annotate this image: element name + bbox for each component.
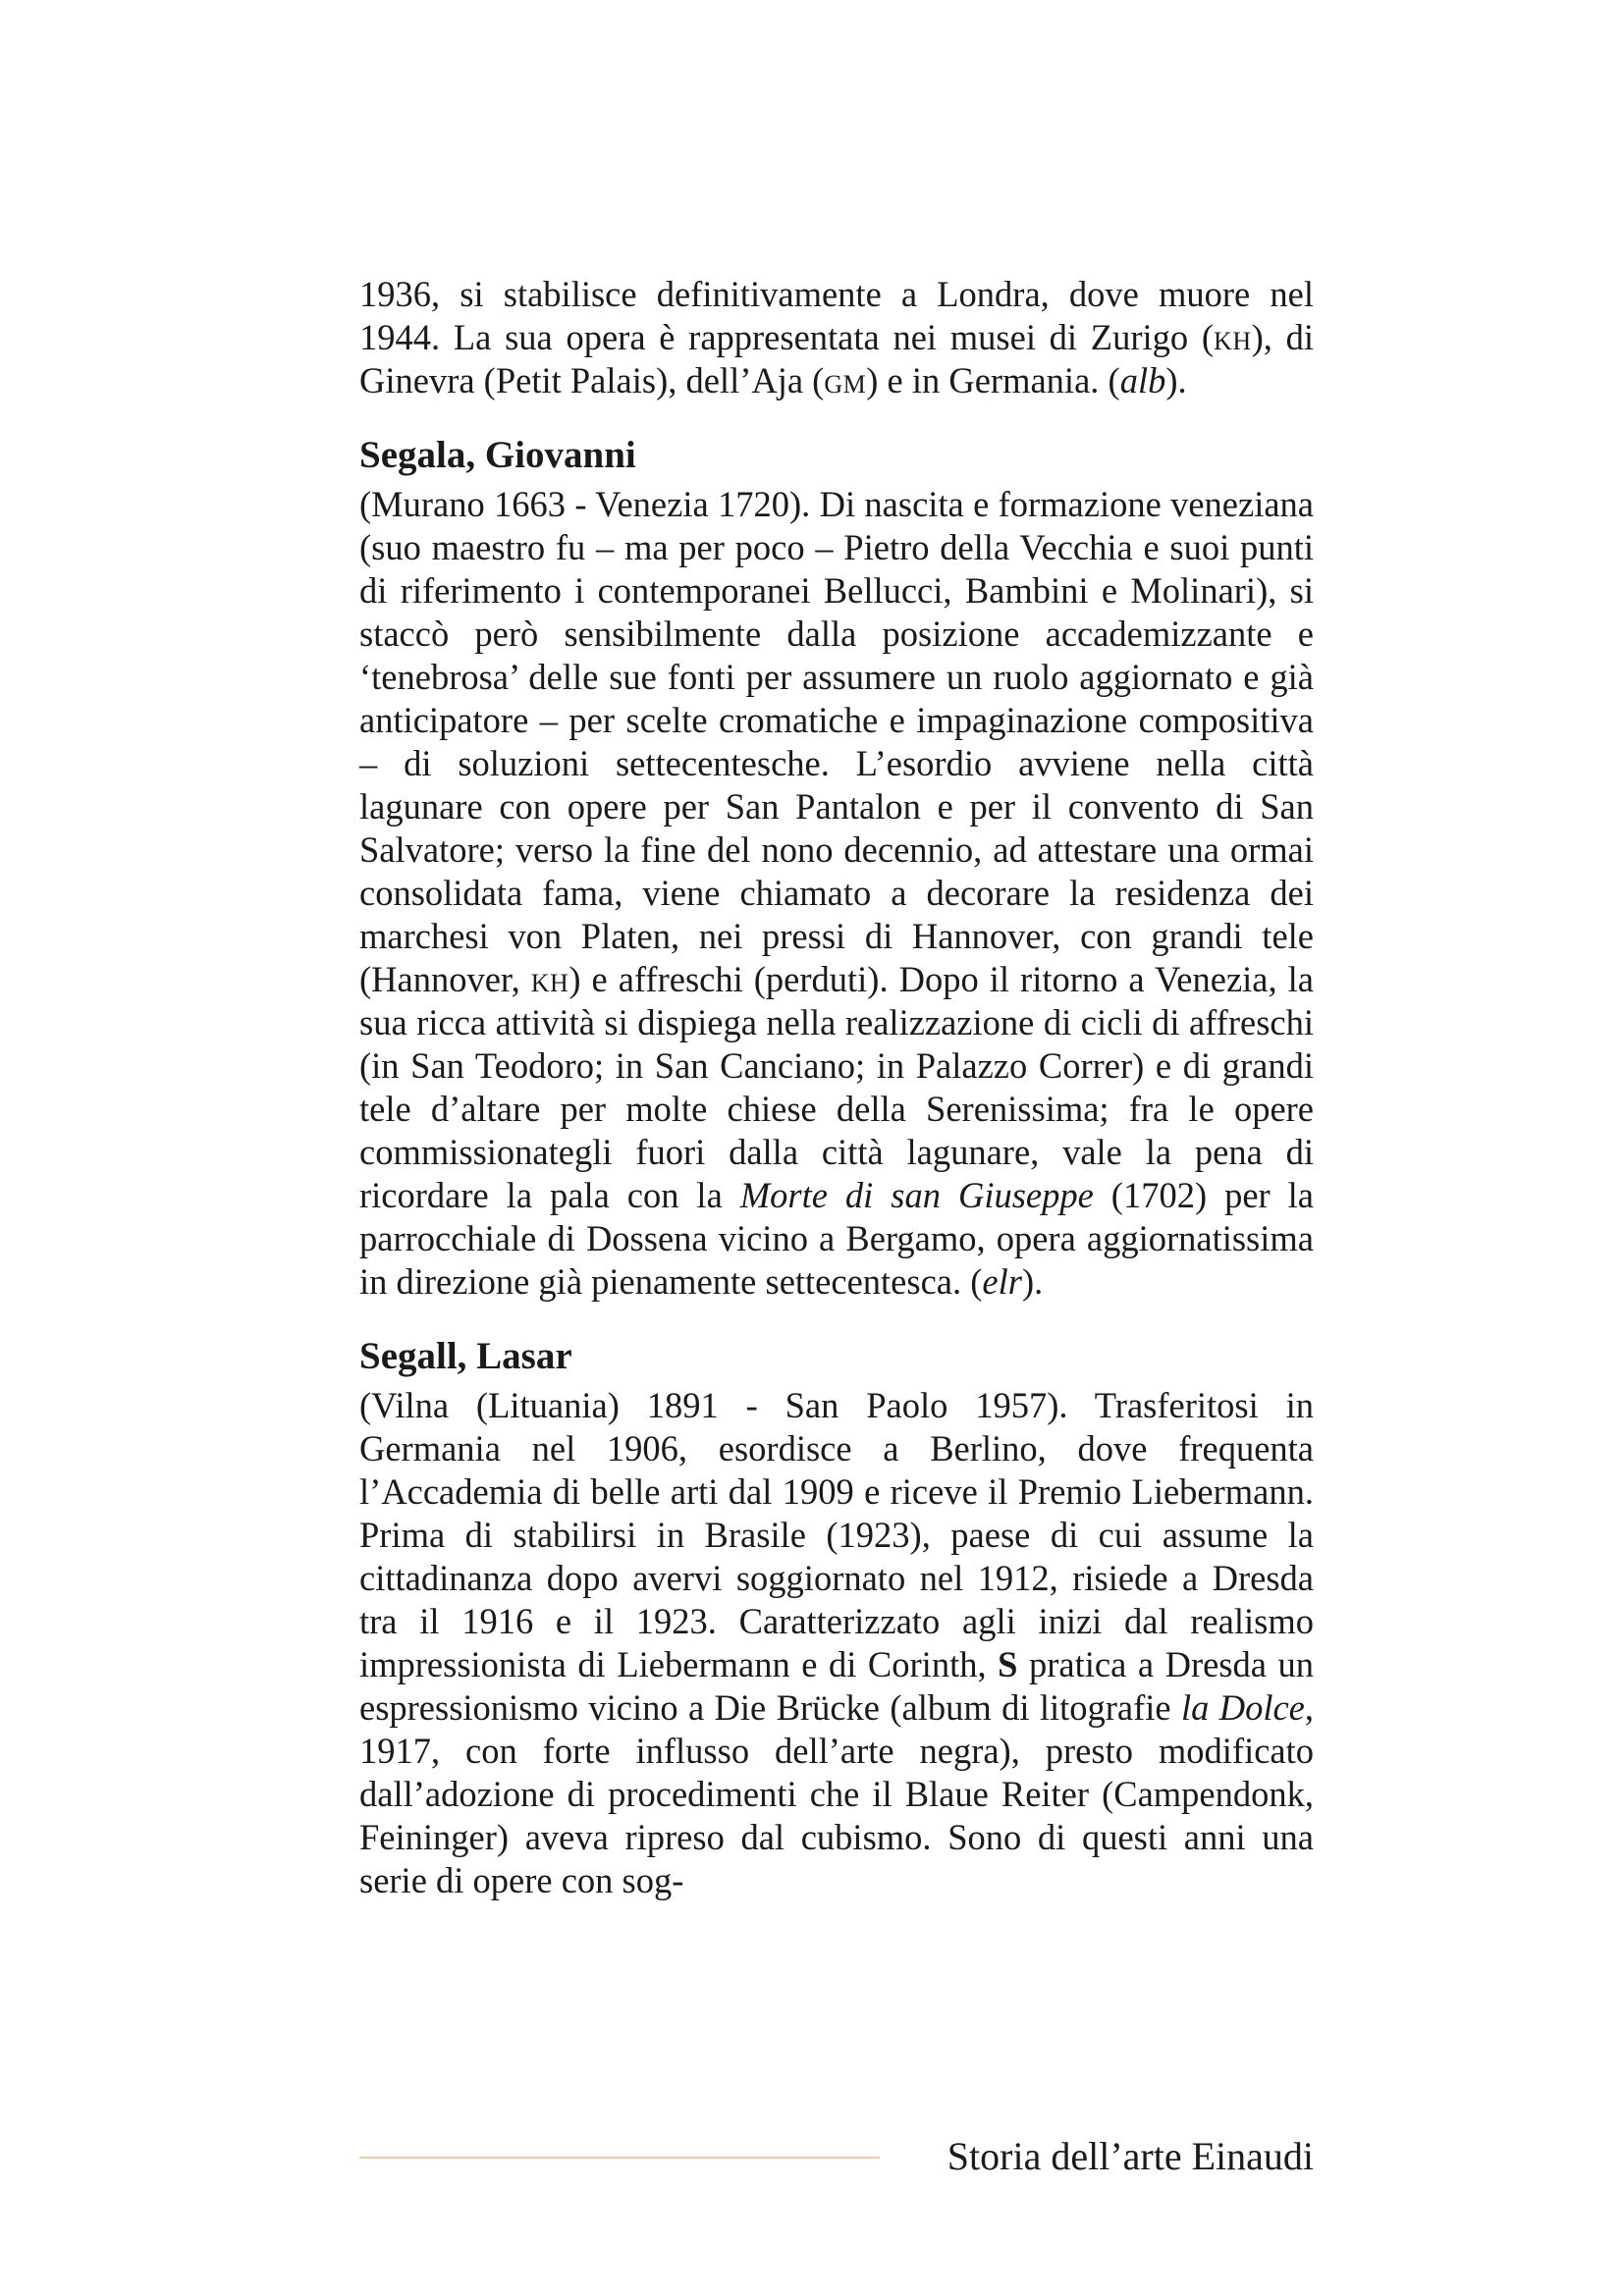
intro-paragraph [359,273,1314,402]
page-body [359,273,1314,1902]
museum-abbrev-gm: gm [824,360,867,400]
footer-title: Storia dell’arte Einaudi [947,2134,1314,2178]
entry-heading: Segala, Giovanni [359,434,636,476]
author-initials: elr [982,1261,1022,1302]
entry-segall-lasar [359,1333,1314,1902]
entry-paragraph [359,1384,1314,1902]
intro-text-1: 1936, si stabilisce definitivamente a Londra, dove muore nel 1944. La sua opera è rappresentata nei musei di Zurigo ( [359,274,1314,357]
intro-text-3: ) e in Germania. ( [866,360,1120,400]
entry-text-4: ). [1021,1261,1044,1302]
entry-text-2: ) e affreschi (perduti). Dopo il ritorno a Venezia, la sua ricca attività si dispiega nella realizzazione di cicli di affreschi (in San Teodoro; in San Canciano; in Palazzo Correr) e di grandi tele d’altare per molte chiese della Serenissima; fra le opere commissionategli fuori dalla città lagunare, vale la pena di ricordare la pala con la [359,959,1314,1215]
museum-abbrev-kh: kh [530,959,569,999]
entry-heading: Segall, Lasar [359,1335,572,1377]
intro-text-2: ), di Ginevra (Petit Palais), dell’Aja ( [359,317,1315,400]
entry-text-1: (Vilna (Lituania) 1891 - San Paolo 1957). Trasferitosi in Germania nel 1906, esordisce a Berlino, dove frequenta l’Accademia di belle arti dal 1909 e riceve il Premio Liebermann. Prima di stabilirsi in Brasile (1923), paese di cui assume la cittadinanza dopo avervi soggiornato nel 1912, risiede a Dresda tra il 1916 e il 1923. Caratterizzato agli inizi dal realismo impressionista di Liebermann e di Corinth, [359,1385,1314,1684]
entry-text-3: , 1917, con forte influsso dell’arte negra), presto modificato dall’adozione di procedimenti che il Blaue Reiter (Campendonk, Feininger) aveva ripreso dal cubismo. Sono di questi anni una serie di opere con sog- [359,1687,1314,1900]
artwork-title: la Dolce [1180,1687,1305,1728]
author-initials: alb [1119,360,1166,400]
page-footer [359,2132,1314,2181]
entry-segala-giovanni [359,432,1314,1304]
footer-rule [359,2157,880,2159]
entry-paragraph [359,483,1314,1304]
entry-text-1: (Murano 1663 - Venezia 1720). Di nascita e formazione veneziana (suo maestro fu – ma per poco – Pietro della Vecchia e suoi punti di riferimento i contemporanei Bellucci, Bambini e Molinari), si staccò però sensibilmente dalla posizione accademizzante e ‘tenebrosa’ delle sue fonti per assumere un ruolo aggiornato e già anticipatore – per scelte cromatiche e impaginazione compositiva – di soluzioni settecentesche. L’esordio avviene nella città lagunare con opere per San Pantalon e per il convento di San Salvatore; verso la fine del nono decennio, ad attestare una ormai consolidata fama, viene chiamato a decorare la residenza dei marchesi von Platen, nei pressi di Hannover, con grandi tele (Hannover, [359,484,1314,999]
museum-abbrev-kh: kh [1214,317,1252,357]
artwork-title: Morte di san Giuseppe [739,1175,1094,1215]
entry-text-3: (1702) per la parrocchiale di Dossena vicino a Bergamo, opera aggiornatissima in direzione già pienamente settecentesca. ( [359,1175,1314,1302]
intro-text-4: ). [1165,360,1187,400]
entry-text-2: pratica a Dresda un espressionismo vicino a Die Brücke (album di litografie [359,1644,1314,1728]
artist-initial: S [998,1644,1018,1684]
